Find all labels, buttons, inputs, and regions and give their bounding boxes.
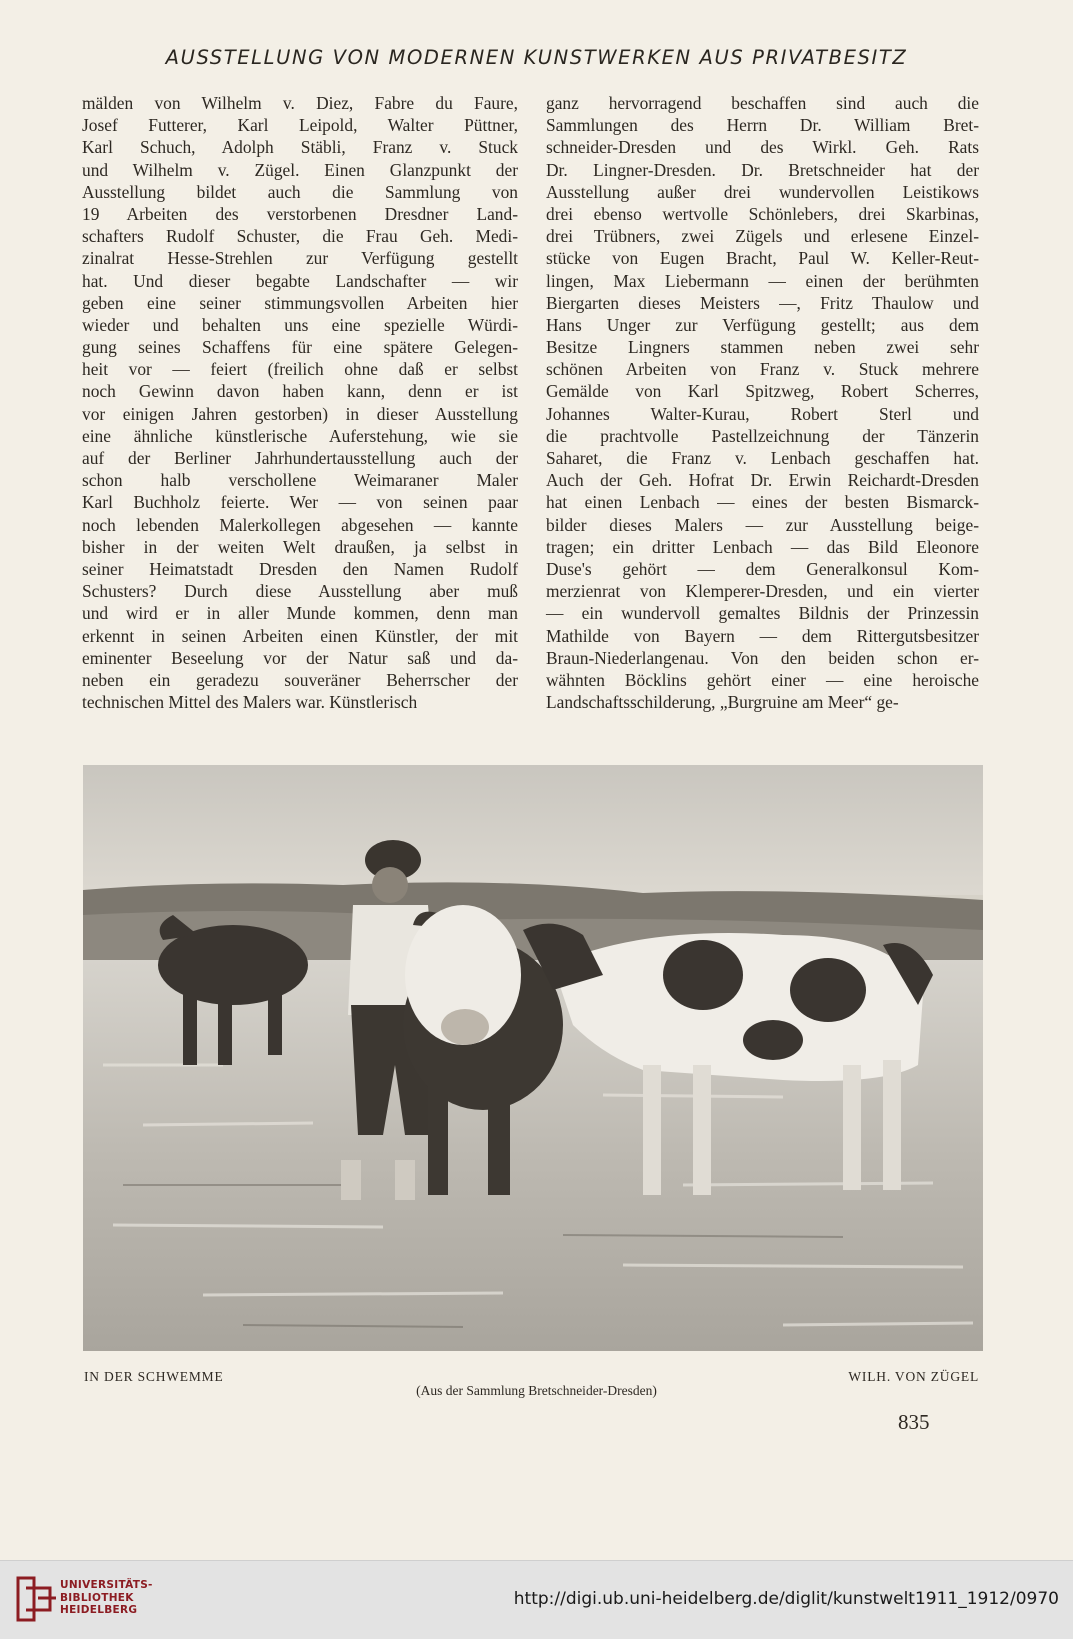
left-column-line: technischen Mittel des Malers war. Künstlerisch [82,692,418,713]
left-column-line: noch lebenden Malerkollegen abgesehen — kannte [82,514,518,535]
right-column-line: Braun-Niederlangenau. Von den beiden schon er- [546,647,979,668]
right-column-line: wähnten Böcklins gehört einer — eine heroische [546,669,979,690]
right-column-line: hat einen Lenbach — eines der besten Bismarck- [546,492,979,513]
right-column-line: drei ebenso wertvolle Schönlebers, drei Skarbinas, [546,203,979,224]
right-column-line: die prachtvolle Pastellzeichnung der Tänzerin [546,425,979,446]
figure-credit: (Aus der Sammlung Bretschneider-Dresden) [416,1383,657,1398]
left-column-line: vor einigen Jahren gestorben) in dieser Ausstellung [82,403,518,424]
left-column-line: eminenter Beseelung vor der Natur saß und da- [82,647,518,668]
left-column-line: geben eine seiner stimmungsvollen Arbeiten hier [82,292,518,313]
left-column-line: schafters Rudolf Schuster, die Frau Geh. Medi- [82,226,518,247]
left-column-line: bisher in der weiten Welt draußen, ja selbst in [82,536,518,557]
sky [83,765,983,895]
right-column-line: Dr. Lingner-Dresden. Dr. Bretschneider hat der [546,159,979,180]
left-column-line: Josef Futterer, Karl Leipold, Walter Püttner, [82,115,518,136]
right-column-line: merzienrat von Klemperer-Dresden, und ein vierter [546,581,979,602]
library-name-line-1: UNIVERSITÄTS- [60,1579,153,1591]
right-column-line: Besitze Lingners stammen neben zwei sehr [546,337,979,358]
figure-artist: WILH. VON ZÜGEL [848,1369,979,1384]
right-column-line: ganz hervorragend beschaffen sind auch die [546,93,979,113]
right-column-line: Johannes Walter-Kurau, Robert Sterl und [546,403,979,424]
right-column-line: schönen Arbeiten von Franz v. Stuck mehrere [546,359,979,380]
right-text-column [546,92,979,713]
left-column-line: erkennt in seinen Arbeiten einen Künstler, der mit [82,625,518,646]
painting-illustration [83,765,983,1351]
left-column-line: schon halb verschollene Weimaraner Maler [82,470,518,491]
right-column-line: Duse's gehört — dem Generalkonsul Kom- [546,558,979,579]
left-column-line: Karl Buchholz feierte. Wer — von seinen paar [82,492,518,513]
page-number: 835 [898,1410,930,1434]
right-column-line: Ausstellung außer drei wundervollen Leistikows [546,181,979,202]
left-text-column [82,92,518,713]
figure-title: IN DER SCHWEMME [84,1369,224,1384]
right-column-line: tragen; ein dritter Lenbach — das Bild Eleonore [546,536,979,557]
left-column-line: wieder und behalten uns eine spezielle Würdi- [82,314,518,335]
left-column-line: auf der Berliner Jahrhundertausstellung auch der [82,448,518,468]
left-column-line: hat. Und dieser begabte Landschafter — wir [82,270,518,291]
left-column-line: 19 Arbeiten des verstorbenen Dresdner Land- [82,203,518,224]
left-column-line: und Wilhelm v. Zügel. Einen Glanzpunkt der [82,159,518,180]
library-footer [0,1560,1073,1639]
running-head: AUSSTELLUNG VON MODERNEN KUNSTWERKEN AUS PRIVATBESITZ [165,46,908,69]
left-column-line: Karl Schuch, Adolph Stäbli, Franz v. Stuck [82,137,518,158]
left-column-line: neben ein geradezu souveräner Beherrscher der [82,669,518,690]
right-column-line: Auch der Geh. Hofrat Dr. Erwin Reichardt-Dresden [546,470,979,491]
right-column-line: drei Trübners, zwei Zügels und erlesene Einzel- [546,226,979,247]
left-column-line: noch Gewinn davon haben kann, denn er ist [82,381,518,402]
left-column-line: mälden von Wilhelm v. Diez, Fabre du Faure, [82,93,518,113]
right-column-line: — ein wundervoll gemaltes Bildnis der Prinzessin [546,603,979,624]
right-column-line: Saharet, die Franz v. Lenbach geschaffen hat. [546,448,979,468]
right-column-line: Hans Unger zur Verfügung gestellt; aus dem [546,314,979,335]
left-column-line: seiner Heimatstadt Dresden den Namen Rudolf [82,558,518,579]
right-column-line: bilder dieses Malers — zur Ausstellung beige- [546,514,979,535]
library-logo-icon[interactable] [12,1570,60,1630]
left-column-line: zinalrat Hesse-Strehlen zur Verfügung gestellt [82,248,518,269]
left-column-line: und wird er in aller Munde kommen, denn man [82,603,518,624]
right-column-line: Gemälde von Karl Spitzweg, Robert Scherres, [546,381,979,402]
right-column-line: Biergarten dieses Meisters —, Fritz Thaulow und [546,292,979,313]
right-column-line: Landschaftsschilderung, „Burgruine am Meer“ ge- [546,692,899,713]
library-name-line-3: HEIDELBERG [60,1604,138,1616]
right-column-line: Sammlungen des Herrn Dr. William Bret- [546,115,979,136]
left-column-line: heit vor — feiert (freilich ohne daß er selbst [82,359,518,380]
left-column-line: gung seines Schaffens für eine spätere Gelegen- [82,337,518,358]
right-column-line: Mathilde von Bayern — dem Rittergutsbesitzer [546,625,979,646]
right-column-line: stücke von Eugen Bracht, Paul W. Keller-Reut- [546,248,979,269]
right-column-line: lingen, Max Liebermann — einen der berühmten [546,270,979,291]
left-column-line: Schusters? Durch diese Ausstellung aber muß [82,581,518,602]
right-column-line: schneider-Dresden und des Wirkl. Geh. Rats [546,137,979,158]
source-url-link[interactable]: http://digi.ub.uni-heidelberg.de/diglit/kunstwelt1911_1912/0970 [513,1589,1059,1609]
left-column-line: eine ähnliche künstlerische Auferstehung, wie sie [82,425,518,446]
library-name-line-2: BIBLIOTHEK [60,1591,134,1604]
library-name[interactable] [60,1579,153,1617]
left-column-line: Ausstellung bildet auch die Sammlung von [82,181,518,202]
